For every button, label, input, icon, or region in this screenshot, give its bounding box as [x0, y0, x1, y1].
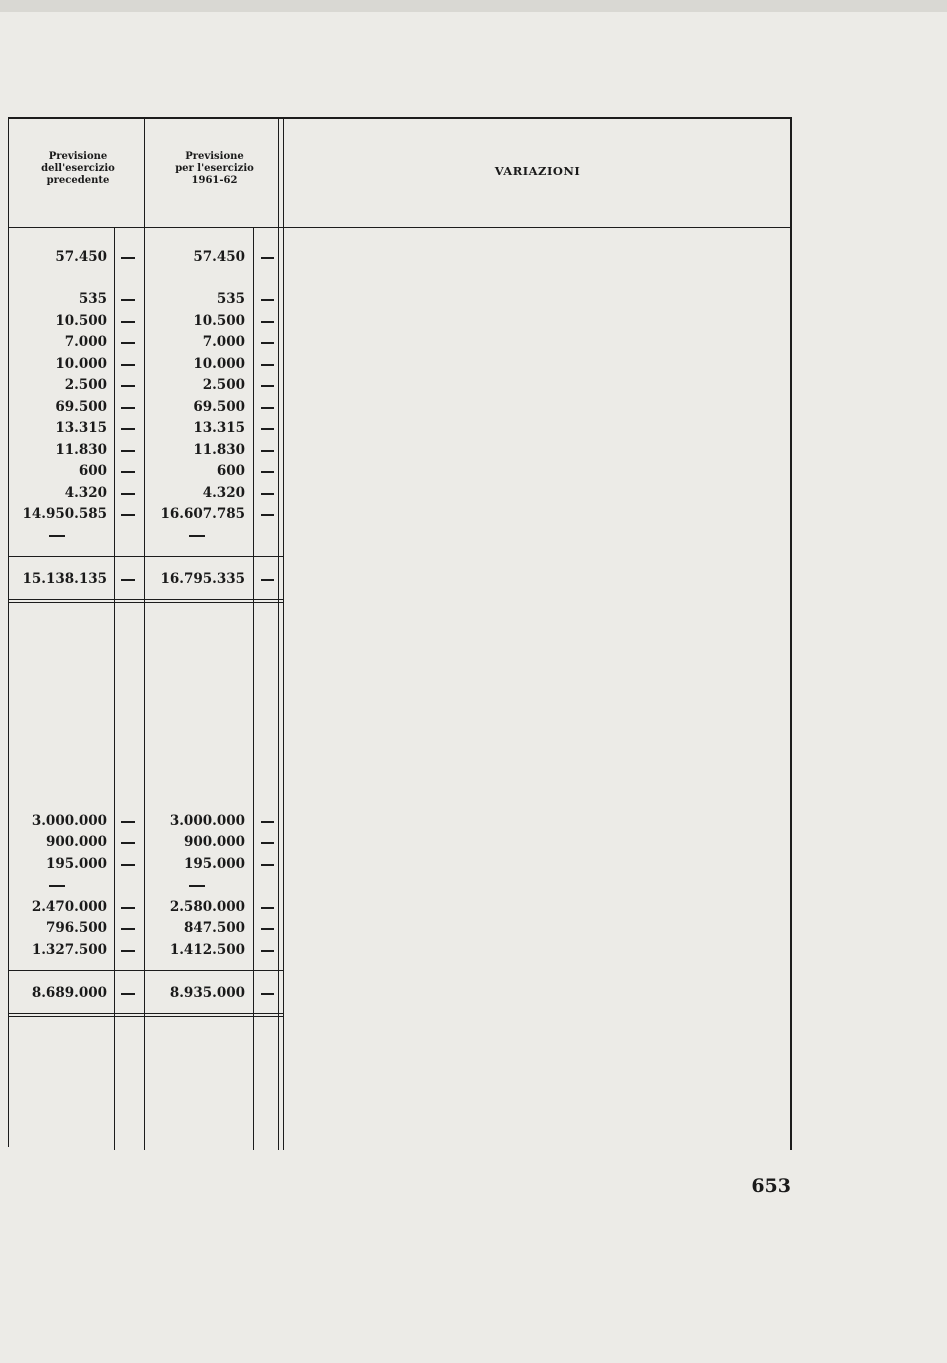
prev-value: 13.315: [55, 420, 107, 436]
dash-mark: [121, 428, 135, 430]
dash-mark: [261, 993, 274, 995]
table-row: [0, 397, 290, 417]
table-row: [0, 247, 290, 267]
dash-mark: [261, 514, 274, 516]
table-row: [0, 854, 290, 874]
dash-mark: [121, 842, 135, 844]
prev-total: 15.138.135: [22, 571, 107, 587]
table-row: [0, 418, 290, 438]
dash-mark: [261, 821, 274, 823]
total-rule-1: [8, 599, 284, 600]
dash-mark: [121, 514, 135, 516]
col2-header-line2: per l'esercizio: [175, 163, 254, 174]
dash-mark: [121, 493, 135, 495]
curr-value: 11.830: [193, 442, 245, 458]
table-row: [0, 876, 290, 896]
prev-value: 11.830: [55, 442, 107, 458]
subtotal-rule: [8, 556, 284, 557]
sub-dash: [49, 535, 65, 537]
table-row: [0, 354, 290, 374]
prev-value: 2.470.000: [31, 899, 107, 915]
table-row: [0, 289, 290, 309]
sub-dash: [189, 885, 205, 887]
dash-mark: [261, 950, 274, 952]
total-rule-4: [8, 1016, 284, 1017]
curr-value: 4.320: [202, 485, 245, 501]
dash-mark: [261, 907, 274, 909]
prev-total: 8.689.000: [31, 985, 107, 1001]
dash-mark: [121, 950, 135, 952]
dash-mark: [121, 907, 135, 909]
table-row: [0, 375, 290, 395]
prev-value: 3.000.000: [31, 813, 107, 829]
dash-mark: [121, 321, 135, 323]
dash-mark: [121, 864, 135, 866]
curr-value: 900.000: [183, 834, 245, 850]
col1-header-line3: precedente: [46, 175, 110, 186]
prev-value: 2.500: [64, 377, 107, 393]
curr-value: 10.000: [193, 356, 245, 372]
curr-value: 7.000: [202, 334, 245, 350]
dash-mark: [261, 342, 274, 344]
dash-mark: [121, 407, 135, 409]
dash-mark: [261, 842, 274, 844]
prev-value: 195.000: [45, 856, 107, 872]
dash-mark: [121, 450, 135, 452]
dash-mark: [121, 928, 135, 930]
table-row: [0, 832, 290, 852]
prev-value: 600: [78, 463, 107, 479]
dash-mark: [261, 450, 274, 452]
table-row: [0, 918, 290, 938]
header-bottom-rule: [8, 227, 792, 228]
curr-value: 2.580.000: [169, 899, 245, 915]
prev-value: 1.327.500: [31, 942, 107, 958]
variazioni-header: VARIAZIONI: [494, 164, 581, 178]
curr-value: 10.500: [193, 313, 245, 329]
table-row: [0, 897, 290, 917]
curr-value: 1.412.500: [169, 942, 245, 958]
table-row: [0, 461, 290, 481]
table-row: [0, 440, 290, 460]
curr-value: 69.500: [193, 399, 245, 415]
prev-value: 10.500: [55, 313, 107, 329]
table-row: [0, 332, 290, 352]
prev-value: 900.000: [45, 834, 107, 850]
curr-value: 535: [216, 291, 245, 307]
table-row: [0, 504, 290, 524]
curr-value: 2.500: [202, 377, 245, 393]
page-number: 653: [751, 1175, 791, 1197]
dash-mark: [121, 342, 135, 344]
dash-mark: [261, 493, 274, 495]
prev-value: 10.000: [55, 356, 107, 372]
table-row: [0, 811, 290, 831]
col1-header-line1: Previsione: [48, 151, 108, 162]
dash-mark: [121, 821, 135, 823]
table-row-total: [0, 569, 290, 589]
dash-mark: [121, 993, 135, 995]
total-rule-3: [8, 1013, 284, 1014]
dash-mark: [261, 428, 274, 430]
col1-header-line2: dell'esercizio: [41, 163, 115, 174]
sub-dash: [49, 885, 65, 887]
prev-value: 535: [78, 291, 107, 307]
prev-value: 7.000: [64, 334, 107, 350]
dash-mark: [261, 299, 274, 301]
curr-value: 13.315: [193, 420, 245, 436]
dash-mark: [261, 385, 274, 387]
sub-dash: [189, 535, 205, 537]
prev-value: 14.950.585: [22, 506, 107, 522]
dash-mark: [261, 928, 274, 930]
dash-mark: [261, 579, 274, 581]
dash-mark: [261, 471, 274, 473]
scan-edge: [0, 0, 947, 12]
total-rule-2: [8, 602, 284, 603]
table-row: [0, 940, 290, 960]
dash-mark: [121, 364, 135, 366]
curr-value: 57.450: [193, 249, 245, 265]
dash-mark: [121, 471, 135, 473]
table-top-rule: [8, 117, 792, 119]
subtotal-rule-2: [8, 970, 284, 971]
dash-mark: [121, 579, 135, 581]
curr-total: 16.795.335: [160, 571, 245, 587]
curr-value: 3.000.000: [169, 813, 245, 829]
dash-mark: [261, 864, 274, 866]
col2-header-line3: 1961-62: [191, 175, 238, 186]
prev-value: 69.500: [55, 399, 107, 415]
dash-mark: [261, 364, 274, 366]
dash-mark: [121, 299, 135, 301]
prev-value: 796.500: [45, 920, 107, 936]
dash-mark: [261, 321, 274, 323]
prev-value: 57.450: [55, 249, 107, 265]
col1-header: [18, 151, 138, 187]
table-row: [0, 526, 290, 546]
col2-header: [152, 151, 277, 187]
curr-value: 16.607.785: [160, 506, 245, 522]
table-row: [0, 483, 290, 503]
dash-mark: [121, 385, 135, 387]
table-row-total: [0, 983, 290, 1003]
col2-header-line1: Previsione: [185, 151, 244, 162]
prev-value: 4.320: [64, 485, 107, 501]
table-row: [0, 311, 290, 331]
dash-mark: [261, 257, 274, 259]
table-right-rule: [790, 117, 792, 1150]
dash-mark: [121, 257, 135, 259]
curr-value: 600: [216, 463, 245, 479]
curr-value: 195.000: [183, 856, 245, 872]
dash-mark: [261, 407, 274, 409]
curr-total: 8.935.000: [169, 985, 245, 1001]
curr-value: 847.500: [183, 920, 245, 936]
